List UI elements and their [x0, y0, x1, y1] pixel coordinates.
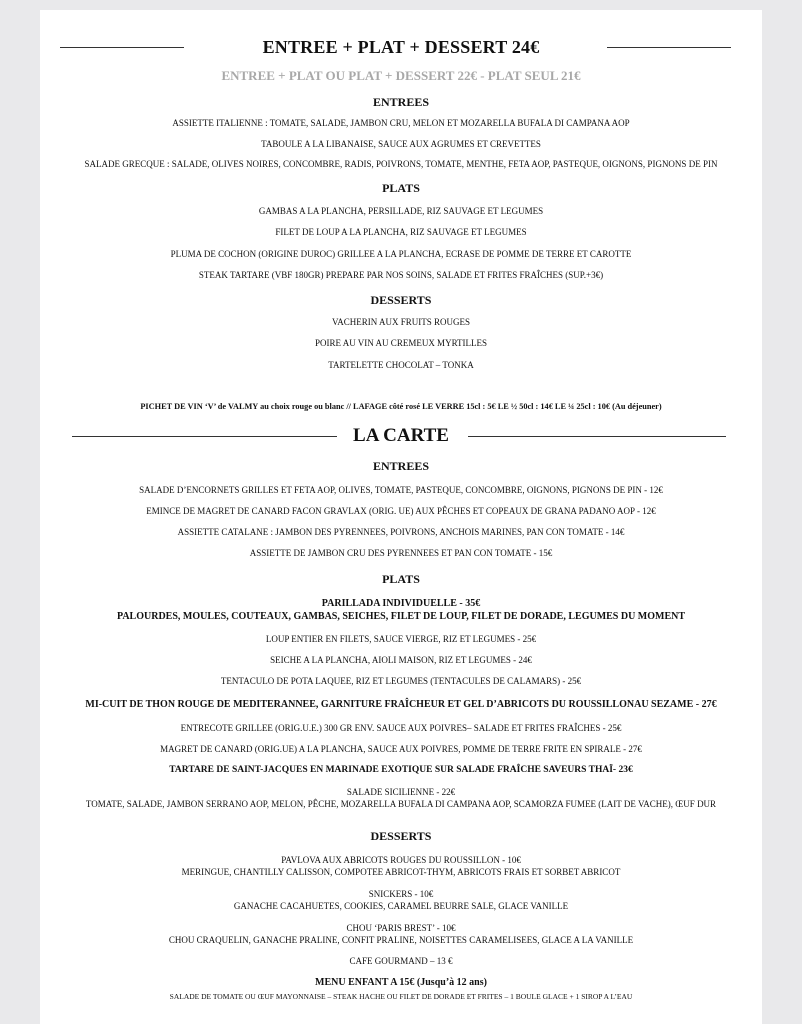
formule-dessert-item: POIRE AU VIN AU CREMEUX MYRTILLES — [314, 338, 488, 348]
tartare-item: TARTARE DE SAINT-JACQUES EN MARINADE EXOTIQUE SUR SALADE FRAÎCHE SAVEURS THAÏ- 23€ — [169, 765, 633, 775]
carte-entree-item: ASSIETTE DE JAMBON CRU DES PYRENNEES ET PAN CON TOMATE - 15€ — [249, 548, 553, 558]
formule-plat-item: PLUMA DE COCHON (ORIGINE DUROC) GRILLEE A LA PLANCHA, ECRASE DE POMME DE TERRE ET CAROTTE — [170, 249, 632, 259]
carte-entrees-heading: ENTREES — [372, 459, 430, 473]
formule-plat-item: FILET DE LOUP A LA PLANCHA, RIZ SAUVAGE ET LEGUMES — [275, 227, 527, 237]
chou-title: CHOU ‘PARIS BREST’ - 10€ — [346, 923, 456, 933]
menu-page — [40, 10, 762, 1024]
carte-plats-heading: PLATS — [382, 572, 420, 586]
formule-entree-item: ASSIETTE ITALIENNE : TOMATE, SALADE, JAMBON CRU, MELON ET MOZARELLA BUFALA DI CAMPANA AOP — [172, 118, 630, 128]
carte-desserts-heading: DESSERTS — [370, 829, 432, 843]
formule-desserts-heading: DESSERTS — [370, 293, 432, 307]
formule-entree-item: SALADE GRECQUE : SALADE, OLIVES NOIRES, CONCOMBRE, RADIS, POIVRONS, TOMATE, MENTHE, FETA AOP, PASTEQUE, OIGNONS, PIGNONS DE PIN — [84, 159, 718, 169]
sicilienne-title: SALADE SICILIENNE - 22€ — [346, 787, 456, 797]
carte-title: LA CARTE — [353, 425, 449, 446]
formule-entrees-heading: ENTREES — [372, 95, 430, 109]
formule-plat-item: GAMBAS A LA PLANCHA, PERSILLADE, RIZ SAUVAGE ET LEGUMES — [258, 206, 544, 216]
carte-plat-item: LOUP ENTIER EN FILETS, SAUCE VIERGE, RIZ ET LEGUMES - 25€ — [265, 634, 537, 644]
carte-entree-item: SALADE D’ENCORNETS GRILLES ET FETA AOP, OLIVES, TOMATE, PASTEQUE, CONCOMBRE, OIGNONS, PIGNONS DE PIN - 12€ — [139, 485, 663, 495]
pavlova-detail: MERINGUE, CHANTILLY CALISSON, COMPOTEE ABRICOT-THYM, ABRICOTS FRAIS ET SORBET ABRICOT — [181, 867, 621, 877]
parillada-detail: PALOURDES, MOULES, COUTEAUX, GAMBAS, SEICHES, FILET DE LOUP, FILET DE DORADE, LEGUMES DU MOMENT — [116, 611, 686, 622]
snickers-detail: GANACHE CACAHUETES, COOKIES, CARAMEL BEURRE SALE, GLACE VANILLE — [233, 901, 569, 911]
formule-dessert-item: VACHERIN AUX FRUITS ROUGES — [331, 317, 471, 327]
menu-enfant-title: MENU ENFANT A 15€ (Jusqu’à 12 ans) — [315, 977, 487, 988]
carte-plat-item: ENTRECOTE GRILLEE (ORIG.U.E.) 300 GR ENV. SAUCE AUX POIVRES– SALADE ET FRITES FRAÎCHES - 25€ — [180, 723, 622, 733]
formule-title: ENTREE + PLAT + DESSERT 24€ — [262, 37, 540, 57]
carte-plat-item: TENTACULO DE POTA LAQUEE, RIZ ET LEGUMES (TENTACULES DE CALAMARS) - 25€ — [220, 676, 582, 686]
carte-entree-item: EMINCE DE MAGRET DE CANARD FACON GRAVLAX (ORIG. UE) AUX PÊCHES ET COPEAUX DE GRANA PADANO AOP - 12€ — [146, 506, 656, 516]
carte-plat-item: MAGRET DE CANARD (ORIG.UE) A LA PLANCHA, SAUCE AUX POIVRES, POMME DE TERRE FRITE EN SPIRALE - 27€ — [160, 744, 642, 754]
cafe-gourmand: CAFE GOURMAND – 13 € — [349, 956, 453, 966]
sicilienne-detail: TOMATE, SALADE, JAMBON SERRANO AOP, MELON, PÊCHE, MOZARELLA BUFALA DI CAMPANA AOP, SCAMORZA FUMEE (LAIT DE VACHE), ŒUF DUR — [85, 799, 717, 809]
formule-subtitle: ENTREE + PLAT OU PLAT + DESSERT 22€ - PLAT SEUL 21€ — [221, 68, 581, 83]
menu-enfant-detail: SALADE DE TOMATE OU ŒUF MAYONNAISE – STEAK HACHE OU FILET DE DORADE ET FRITES – 1 BOULE GLACE + 1 SIROP A L’EAU — [169, 992, 633, 1001]
parillada-title: PARILLADA INDIVIDUELLE - 35€ — [321, 598, 481, 609]
formule-entree-item: TABOULE A LA LIBANAISE, SAUCE AUX AGRUMES ET CREVETTES — [261, 139, 541, 149]
formule-plats-heading: PLATS — [382, 181, 420, 195]
carte-entree-item: ASSIETTE CATALANE : JAMBON DES PYRENNEES, POIVRONS, ANCHOIS MARINES, PAN CON TOMATE - 14€ — [177, 527, 625, 537]
formule-plat-item: STEAK TARTARE (VBF 180GR) PREPARE PAR NOS SOINS, SALADE ET FRITES FRAÎCHES (SUP.+3€) — [198, 270, 604, 280]
snickers-title: SNICKERS - 10€ — [368, 889, 434, 899]
chou-detail: CHOU CRAQUELIN, GANACHE PRALINE, CONFIT PRALINE, NOISETTES CARAMELISEES, GLACE A LA VANILLE — [168, 935, 634, 945]
formule-dessert-item: TARTELETTE CHOCOLAT – TONKA — [328, 360, 474, 370]
pavlova-title: PAVLOVA AUX ABRICOTS ROUGES DU ROUSSILLON - 10€ — [281, 855, 521, 865]
thon-item: MI-CUIT DE THON ROUGE DE MEDITERANNEE, GARNITURE FRAÎCHEUR ET GEL D’ABRICOTS DU ROUSSILLONAU SEZAME - 27€ — [85, 699, 717, 710]
wine-note: PICHET DE VIN ‘V’ de VALMY au choix rouge ou blanc // LAFAGE côté rosé LE VERRE 15cl : 5€ LE ½ 50cl : 14€ LE ¼ 25cl : 10€ (Au déjeuner) — [140, 402, 662, 411]
carte-plat-item: SEICHE A LA PLANCHA, AIOLI MAISON, RIZ ET LEGUMES - 24€ — [270, 655, 532, 665]
